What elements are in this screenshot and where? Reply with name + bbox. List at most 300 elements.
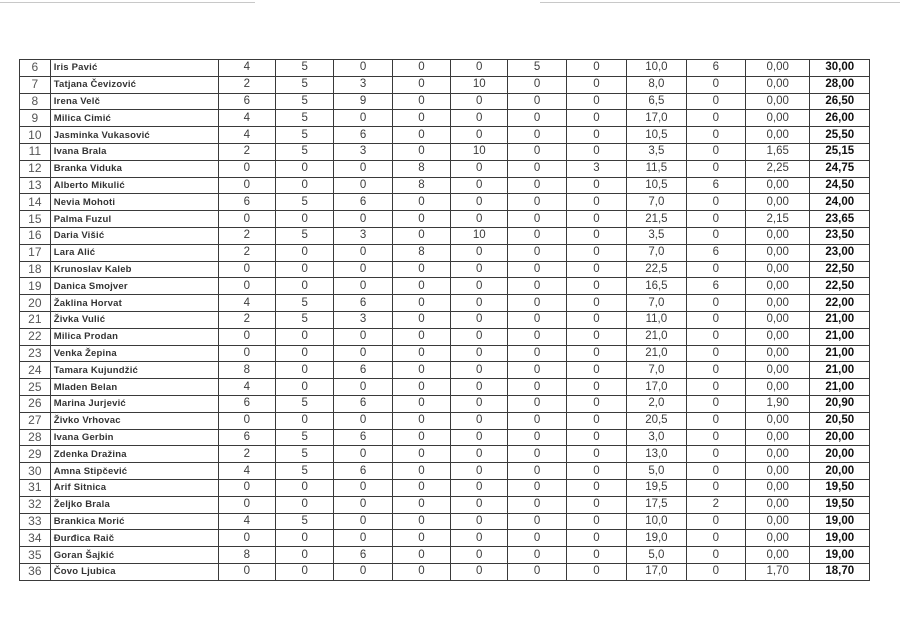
rank-cell: 24 <box>20 362 51 379</box>
score-cell-5: 0 <box>451 261 508 278</box>
score-cell-6: 0 <box>508 328 566 345</box>
score-cell-9: 0 <box>686 513 745 530</box>
table-row <box>20 362 870 379</box>
score-cell-2: 0 <box>276 547 334 564</box>
rank-cell: 13 <box>20 177 51 194</box>
table-row <box>20 496 870 513</box>
document-page <box>19 59 870 581</box>
score-cell-9: 0 <box>686 328 745 345</box>
score-cell-5: 0 <box>451 110 508 127</box>
score-cell-7: 0 <box>566 194 626 211</box>
score-cell-2: 5 <box>276 76 334 93</box>
score-cell-4: 0 <box>392 496 450 513</box>
score-cell-7: 0 <box>566 328 626 345</box>
rank-cell: 27 <box>20 412 51 429</box>
score-cell-4: 0 <box>392 76 450 93</box>
score-cell-7: 0 <box>566 110 626 127</box>
name-cell: Milica Prodan <box>50 328 218 345</box>
score-cell-3: 6 <box>334 547 392 564</box>
score-cell-2: 5 <box>276 194 334 211</box>
score-cell-5: 0 <box>451 395 508 412</box>
score-cell-8: 21,0 <box>627 328 686 345</box>
results-table-body <box>20 60 870 581</box>
total-cell: 25,50 <box>810 127 870 144</box>
score-cell-5: 0 <box>451 530 508 547</box>
score-cell-6: 0 <box>508 93 566 110</box>
score-cell-9: 0 <box>686 362 745 379</box>
total-cell: 20,00 <box>810 463 870 480</box>
score-cell-4: 0 <box>392 395 450 412</box>
score-cell-1: 2 <box>218 244 275 261</box>
name-cell: Danica Smojver <box>50 278 218 295</box>
rank-cell: 29 <box>20 446 51 463</box>
name-cell: Zdenka Dražina <box>50 446 218 463</box>
rank-cell: 18 <box>20 261 51 278</box>
score-cell-5: 0 <box>451 379 508 396</box>
score-cell-1: 6 <box>218 93 275 110</box>
table-row <box>20 463 870 480</box>
rank-cell: 19 <box>20 278 51 295</box>
score-cell-4: 0 <box>392 295 450 312</box>
score-cell-2: 0 <box>276 177 334 194</box>
score-cell-3: 0 <box>334 479 392 496</box>
score-cell-9: 0 <box>686 93 745 110</box>
score-cell-3: 0 <box>334 211 392 228</box>
score-cell-8: 8,0 <box>627 76 686 93</box>
score-cell-7: 0 <box>566 227 626 244</box>
score-cell-4: 0 <box>392 143 450 160</box>
total-cell: 26,00 <box>810 110 870 127</box>
total-cell: 19,00 <box>810 513 870 530</box>
score-cell-6: 0 <box>508 127 566 144</box>
score-cell-2: 0 <box>276 328 334 345</box>
rank-cell: 26 <box>20 395 51 412</box>
total-cell: 30,00 <box>810 60 870 77</box>
score-cell-10: 0,00 <box>745 328 810 345</box>
score-cell-5: 0 <box>451 547 508 564</box>
score-cell-9: 0 <box>686 295 745 312</box>
table-row <box>20 244 870 261</box>
score-cell-5: 0 <box>451 194 508 211</box>
score-cell-5: 0 <box>451 345 508 362</box>
score-cell-5: 0 <box>451 177 508 194</box>
score-cell-10: 0,00 <box>745 479 810 496</box>
name-cell: Tatjana Čevizović <box>50 76 218 93</box>
score-cell-9: 0 <box>686 530 745 547</box>
total-cell: 19,50 <box>810 479 870 496</box>
total-cell: 24,50 <box>810 177 870 194</box>
total-cell: 19,00 <box>810 530 870 547</box>
score-cell-5: 0 <box>451 93 508 110</box>
score-cell-5: 0 <box>451 211 508 228</box>
rank-cell: 8 <box>20 93 51 110</box>
score-cell-6: 0 <box>508 412 566 429</box>
rank-cell: 22 <box>20 328 51 345</box>
score-cell-1: 2 <box>218 227 275 244</box>
score-cell-3: 0 <box>334 160 392 177</box>
score-cell-6: 0 <box>508 513 566 530</box>
score-cell-1: 2 <box>218 311 275 328</box>
total-cell: 21,00 <box>810 345 870 362</box>
score-cell-7: 0 <box>566 261 626 278</box>
score-cell-6: 0 <box>508 446 566 463</box>
score-cell-1: 6 <box>218 429 275 446</box>
score-cell-9: 6 <box>686 244 745 261</box>
rank-cell: 25 <box>20 379 51 396</box>
score-cell-7: 0 <box>566 429 626 446</box>
rank-cell: 34 <box>20 530 51 547</box>
score-cell-7: 0 <box>566 463 626 480</box>
score-cell-10: 0,00 <box>745 513 810 530</box>
total-cell: 18,70 <box>810 563 870 580</box>
name-cell: Nevia Mohoti <box>50 194 218 211</box>
score-cell-8: 3,5 <box>627 143 686 160</box>
score-cell-4: 0 <box>392 60 450 77</box>
score-cell-8: 10,5 <box>627 127 686 144</box>
rank-cell: 35 <box>20 547 51 564</box>
rank-cell: 21 <box>20 311 51 328</box>
score-cell-2: 0 <box>276 278 334 295</box>
score-cell-9: 0 <box>686 211 745 228</box>
score-cell-3: 6 <box>334 429 392 446</box>
score-cell-2: 5 <box>276 127 334 144</box>
score-cell-1: 0 <box>218 563 275 580</box>
score-cell-10: 0,00 <box>745 177 810 194</box>
rank-cell: 30 <box>20 463 51 480</box>
score-cell-5: 0 <box>451 496 508 513</box>
name-cell: Alberto Mikulić <box>50 177 218 194</box>
total-cell: 24,00 <box>810 194 870 211</box>
score-cell-5: 10 <box>451 227 508 244</box>
table-row <box>20 295 870 312</box>
score-cell-7: 0 <box>566 177 626 194</box>
score-cell-5: 0 <box>451 278 508 295</box>
score-cell-7: 0 <box>566 295 626 312</box>
score-cell-7: 0 <box>566 93 626 110</box>
score-cell-3: 3 <box>334 76 392 93</box>
name-cell: Lara Alić <box>50 244 218 261</box>
score-cell-1: 0 <box>218 479 275 496</box>
score-cell-9: 0 <box>686 311 745 328</box>
score-cell-3: 6 <box>334 127 392 144</box>
score-cell-9: 0 <box>686 143 745 160</box>
score-cell-3: 0 <box>334 60 392 77</box>
name-cell: Čovo Ljubica <box>50 563 218 580</box>
score-cell-6: 0 <box>508 345 566 362</box>
name-cell: Goran Šajkić <box>50 547 218 564</box>
total-cell: 21,00 <box>810 362 870 379</box>
score-cell-1: 0 <box>218 412 275 429</box>
score-cell-6: 0 <box>508 110 566 127</box>
score-cell-9: 0 <box>686 463 745 480</box>
score-cell-6: 0 <box>508 76 566 93</box>
score-cell-8: 11,5 <box>627 160 686 177</box>
score-cell-6: 0 <box>508 160 566 177</box>
score-cell-3: 0 <box>334 379 392 396</box>
score-cell-10: 0,00 <box>745 93 810 110</box>
score-cell-9: 0 <box>686 547 745 564</box>
score-cell-10: 0,00 <box>745 227 810 244</box>
rank-cell: 9 <box>20 110 51 127</box>
score-cell-2: 0 <box>276 244 334 261</box>
score-cell-2: 5 <box>276 446 334 463</box>
score-cell-2: 0 <box>276 530 334 547</box>
score-cell-7: 0 <box>566 479 626 496</box>
rank-cell: 12 <box>20 160 51 177</box>
top-rule-left <box>0 2 255 3</box>
score-cell-7: 0 <box>566 530 626 547</box>
score-cell-4: 0 <box>392 563 450 580</box>
table-row <box>20 412 870 429</box>
table-row <box>20 345 870 362</box>
total-cell: 24,75 <box>810 160 870 177</box>
score-cell-6: 0 <box>508 563 566 580</box>
score-cell-3: 3 <box>334 143 392 160</box>
table-row <box>20 76 870 93</box>
score-cell-10: 2,15 <box>745 211 810 228</box>
score-cell-4: 0 <box>392 547 450 564</box>
rank-cell: 15 <box>20 211 51 228</box>
rank-cell: 36 <box>20 563 51 580</box>
total-cell: 23,65 <box>810 211 870 228</box>
total-cell: 20,90 <box>810 395 870 412</box>
score-cell-5: 10 <box>451 76 508 93</box>
score-cell-9: 6 <box>686 60 745 77</box>
score-cell-7: 0 <box>566 60 626 77</box>
score-cell-8: 17,0 <box>627 110 686 127</box>
score-cell-6: 0 <box>508 295 566 312</box>
table-row <box>20 379 870 396</box>
score-cell-4: 0 <box>392 513 450 530</box>
score-cell-9: 6 <box>686 278 745 295</box>
score-cell-10: 0,00 <box>745 295 810 312</box>
score-cell-10: 0,00 <box>745 261 810 278</box>
score-cell-1: 0 <box>218 345 275 362</box>
total-cell: 21,00 <box>810 328 870 345</box>
score-cell-1: 0 <box>218 261 275 278</box>
score-cell-10: 0,00 <box>745 194 810 211</box>
score-cell-8: 11,0 <box>627 311 686 328</box>
results-table <box>19 59 870 581</box>
score-cell-5: 10 <box>451 143 508 160</box>
table-row <box>20 530 870 547</box>
name-cell: Živko Vrhovac <box>50 412 218 429</box>
score-cell-2: 0 <box>276 496 334 513</box>
table-row <box>20 278 870 295</box>
table-row <box>20 513 870 530</box>
rank-cell: 23 <box>20 345 51 362</box>
score-cell-8: 17,5 <box>627 496 686 513</box>
score-cell-1: 6 <box>218 194 275 211</box>
score-cell-5: 0 <box>451 429 508 446</box>
score-cell-2: 5 <box>276 110 334 127</box>
score-cell-9: 0 <box>686 127 745 144</box>
total-cell: 23,00 <box>810 244 870 261</box>
score-cell-7: 0 <box>566 311 626 328</box>
score-cell-1: 0 <box>218 530 275 547</box>
table-row <box>20 110 870 127</box>
score-cell-4: 0 <box>392 110 450 127</box>
total-cell: 19,50 <box>810 496 870 513</box>
score-cell-2: 5 <box>276 463 334 480</box>
score-cell-9: 0 <box>686 110 745 127</box>
score-cell-6: 0 <box>508 143 566 160</box>
score-cell-5: 0 <box>451 311 508 328</box>
score-cell-3: 0 <box>334 110 392 127</box>
score-cell-3: 0 <box>334 244 392 261</box>
score-cell-10: 0,00 <box>745 530 810 547</box>
score-cell-10: 0,00 <box>745 110 810 127</box>
score-cell-5: 0 <box>451 563 508 580</box>
score-cell-8: 6,5 <box>627 93 686 110</box>
score-cell-9: 0 <box>686 76 745 93</box>
score-cell-4: 0 <box>392 93 450 110</box>
score-cell-6: 0 <box>508 311 566 328</box>
score-cell-10: 1,90 <box>745 395 810 412</box>
rank-cell: 33 <box>20 513 51 530</box>
score-cell-9: 0 <box>686 227 745 244</box>
score-cell-8: 5,0 <box>627 463 686 480</box>
top-rule-right <box>540 2 900 3</box>
score-cell-7: 0 <box>566 345 626 362</box>
score-cell-4: 0 <box>392 530 450 547</box>
score-cell-3: 0 <box>334 563 392 580</box>
rank-cell: 28 <box>20 429 51 446</box>
score-cell-4: 0 <box>392 429 450 446</box>
score-cell-2: 5 <box>276 311 334 328</box>
table-row <box>20 328 870 345</box>
score-cell-1: 4 <box>218 379 275 396</box>
score-cell-1: 0 <box>218 211 275 228</box>
score-cell-7: 0 <box>566 412 626 429</box>
score-cell-8: 10,5 <box>627 177 686 194</box>
score-cell-1: 0 <box>218 177 275 194</box>
name-cell: Mladen Belan <box>50 379 218 396</box>
name-cell: Iris Pavić <box>50 60 218 77</box>
score-cell-4: 0 <box>392 479 450 496</box>
score-cell-4: 0 <box>392 345 450 362</box>
score-cell-10: 0,00 <box>745 362 810 379</box>
score-cell-2: 0 <box>276 362 334 379</box>
score-cell-9: 0 <box>686 412 745 429</box>
score-cell-10: 2,25 <box>745 160 810 177</box>
name-cell: Jasminka Vukasović <box>50 127 218 144</box>
score-cell-8: 21,0 <box>627 345 686 362</box>
rank-cell: 16 <box>20 227 51 244</box>
name-cell: Palma Fuzul <box>50 211 218 228</box>
table-row <box>20 143 870 160</box>
score-cell-8: 7,0 <box>627 244 686 261</box>
total-cell: 22,00 <box>810 295 870 312</box>
rank-cell: 11 <box>20 143 51 160</box>
total-cell: 28,00 <box>810 76 870 93</box>
score-cell-9: 0 <box>686 379 745 396</box>
score-cell-4: 0 <box>392 227 450 244</box>
score-cell-5: 0 <box>451 328 508 345</box>
score-cell-6: 0 <box>508 479 566 496</box>
score-cell-10: 0,00 <box>745 244 810 261</box>
total-cell: 21,00 <box>810 311 870 328</box>
score-cell-3: 6 <box>334 395 392 412</box>
score-cell-2: 5 <box>276 395 334 412</box>
score-cell-5: 0 <box>451 295 508 312</box>
score-cell-4: 8 <box>392 160 450 177</box>
score-cell-3: 0 <box>334 177 392 194</box>
score-cell-9: 0 <box>686 429 745 446</box>
score-cell-1: 4 <box>218 463 275 480</box>
total-cell: 20,00 <box>810 429 870 446</box>
table-row <box>20 563 870 580</box>
score-cell-9: 2 <box>686 496 745 513</box>
score-cell-4: 0 <box>392 311 450 328</box>
table-row <box>20 429 870 446</box>
score-cell-6: 0 <box>508 211 566 228</box>
score-cell-10: 0,00 <box>745 345 810 362</box>
name-cell: Brankica Morić <box>50 513 218 530</box>
score-cell-3: 0 <box>334 345 392 362</box>
score-cell-7: 0 <box>566 563 626 580</box>
table-row <box>20 177 870 194</box>
score-cell-10: 0,00 <box>745 412 810 429</box>
score-cell-10: 0,00 <box>745 429 810 446</box>
table-row <box>20 211 870 228</box>
score-cell-2: 0 <box>276 412 334 429</box>
score-cell-1: 0 <box>218 496 275 513</box>
score-cell-6: 0 <box>508 379 566 396</box>
total-cell: 26,50 <box>810 93 870 110</box>
score-cell-6: 0 <box>508 278 566 295</box>
score-cell-9: 0 <box>686 194 745 211</box>
score-cell-3: 6 <box>334 194 392 211</box>
table-row <box>20 311 870 328</box>
score-cell-8: 17,0 <box>627 563 686 580</box>
score-cell-4: 0 <box>392 379 450 396</box>
score-cell-6: 0 <box>508 496 566 513</box>
score-cell-6: 0 <box>508 530 566 547</box>
score-cell-2: 0 <box>276 211 334 228</box>
score-cell-1: 4 <box>218 60 275 77</box>
score-cell-5: 0 <box>451 513 508 530</box>
score-cell-6: 0 <box>508 177 566 194</box>
score-cell-1: 0 <box>218 328 275 345</box>
score-cell-1: 4 <box>218 513 275 530</box>
score-cell-4: 0 <box>392 261 450 278</box>
score-cell-1: 8 <box>218 362 275 379</box>
score-cell-1: 0 <box>218 160 275 177</box>
score-cell-9: 0 <box>686 160 745 177</box>
score-cell-6: 0 <box>508 547 566 564</box>
score-cell-7: 3 <box>566 160 626 177</box>
score-cell-1: 4 <box>218 110 275 127</box>
score-cell-6: 0 <box>508 463 566 480</box>
score-cell-4: 8 <box>392 177 450 194</box>
score-cell-2: 5 <box>276 60 334 77</box>
score-cell-7: 0 <box>566 127 626 144</box>
score-cell-4: 0 <box>392 211 450 228</box>
table-row <box>20 395 870 412</box>
score-cell-2: 5 <box>276 227 334 244</box>
score-cell-8: 7,0 <box>627 194 686 211</box>
name-cell: Amna Stipčević <box>50 463 218 480</box>
score-cell-7: 0 <box>566 395 626 412</box>
score-cell-2: 5 <box>276 295 334 312</box>
score-cell-9: 0 <box>686 345 745 362</box>
score-cell-8: 2,0 <box>627 395 686 412</box>
score-cell-9: 0 <box>686 261 745 278</box>
score-cell-2: 0 <box>276 160 334 177</box>
score-cell-3: 3 <box>334 311 392 328</box>
score-cell-2: 0 <box>276 563 334 580</box>
